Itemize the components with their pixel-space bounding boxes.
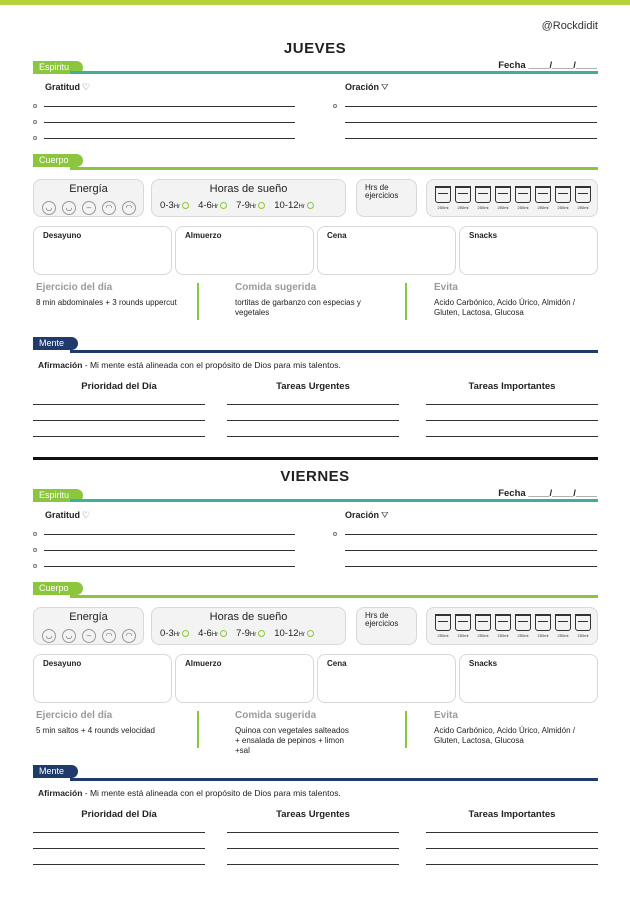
- urgentes-line[interactable]: [227, 436, 399, 437]
- glass-icon: [555, 614, 571, 631]
- sleep-title: Horas de sueño: [209, 611, 288, 623]
- sleep-option-value: 0-3: [160, 628, 174, 639]
- mente-rule: [70, 778, 598, 781]
- gratitud-line-1[interactable]: [44, 534, 295, 535]
- day-title: JUEVES: [283, 40, 347, 57]
- urgentes-line[interactable]: [227, 404, 399, 405]
- gratitud-label: [45, 82, 90, 93]
- cuerpo-tag: Cuerpo: [33, 582, 83, 595]
- radio-circle-icon[interactable]: [307, 202, 314, 209]
- energia-title: Energía: [69, 611, 108, 623]
- day-divider: [33, 457, 598, 460]
- exercise-hours-label: [365, 612, 398, 628]
- frown-face-icon[interactable]: ◠: [102, 201, 116, 215]
- oracion-line-2[interactable]: [345, 550, 597, 551]
- radio-circle-icon[interactable]: [220, 202, 227, 209]
- bullet: [33, 564, 37, 568]
- water-glass[interactable]: [575, 614, 591, 638]
- water-glass[interactable]: [535, 614, 551, 638]
- water-glass[interactable]: [535, 186, 551, 210]
- frown-face-icon[interactable]: ◠: [122, 201, 136, 215]
- bullet: [333, 532, 337, 536]
- radio-circle-icon[interactable]: [307, 630, 314, 637]
- ejercicio-title: Ejercicio del día: [36, 282, 113, 293]
- water-box: [426, 179, 598, 217]
- glass-label: 250ml: [537, 633, 549, 638]
- sleep-title: Horas de sueño: [209, 183, 288, 195]
- meal-title: Cena: [327, 659, 347, 668]
- water-glasses: [435, 614, 591, 638]
- gratitud-label: [45, 510, 90, 521]
- glass-icon: [515, 186, 531, 203]
- glass-icon: [435, 186, 451, 203]
- gratitud-line-2[interactable]: [44, 122, 295, 123]
- water-glass[interactable]: [515, 186, 531, 210]
- meal-box-snacks[interactable]: [459, 226, 598, 275]
- radio-circle-icon[interactable]: [258, 630, 265, 637]
- oracion-label-text: Oración: [345, 82, 380, 92]
- neutral-face-icon[interactable]: –: [82, 201, 96, 215]
- exercise-hours-line1: Hrs de: [365, 183, 389, 192]
- sleep-option[interactable]: [160, 628, 189, 639]
- sleep-option-unit: Hr: [249, 204, 257, 210]
- gratitud-line-3[interactable]: [44, 138, 295, 139]
- glass-label: 250ml: [437, 633, 449, 638]
- exercise-hours-label: [365, 184, 398, 200]
- day-planner-0: [0, 40, 630, 460]
- sleep-option-unit: Hr: [173, 204, 181, 210]
- urgentes-heading: Tareas Urgentes: [276, 381, 350, 392]
- sleep-option[interactable]: [198, 200, 227, 211]
- energy-faces: [42, 629, 136, 643]
- afirmacion-text: - Mi mente está alineada con el propósito de Dios para mis talentos.: [82, 360, 341, 370]
- ejercicio-text: 5 min saltos + 4 rounds velocidad: [36, 726, 155, 735]
- sleep-option[interactable]: [236, 628, 265, 639]
- urgentes-line[interactable]: [227, 832, 399, 833]
- comida-text: Quinoa con vegetales salteados + ensalada de pepinos + limon +sal: [235, 726, 349, 755]
- comida-title: Comida sugerida: [235, 282, 317, 293]
- sleep-option-value: 10-12: [274, 628, 299, 639]
- importantes-heading: Tareas Importantes: [468, 809, 556, 820]
- energy-faces: [42, 201, 136, 215]
- mente-tag: Mente: [33, 765, 78, 778]
- evita-text: Acido Carbónico, Acido Úrico, Almidón / Gluten, Lactosa, Glucosa: [434, 298, 575, 317]
- meal-title: Cena: [327, 231, 347, 240]
- gratitud-label-text: Gratitud: [45, 82, 80, 92]
- oracion-line-3[interactable]: [345, 566, 597, 567]
- meal-box-desayuno[interactable]: [33, 226, 172, 275]
- meal-title: Desayuno: [43, 231, 82, 240]
- prioridad-line[interactable]: [33, 420, 205, 421]
- gratitud-line-1[interactable]: [44, 106, 295, 107]
- glass-label: 250ml: [577, 205, 589, 210]
- meal-title: Almuerzo: [185, 659, 222, 668]
- sleep-option-unit: Hr: [211, 632, 219, 638]
- glass-label: 250ml: [437, 205, 449, 210]
- afirmacion-label: Afirmación: [38, 788, 83, 798]
- smiley-face-icon[interactable]: ◡: [42, 629, 56, 643]
- oracion-label: [345, 82, 389, 93]
- energia-box: [33, 179, 144, 217]
- water-glasses: [435, 186, 591, 210]
- water-glass[interactable]: [495, 614, 511, 638]
- urgentes-line[interactable]: [227, 848, 399, 849]
- glass-icon: [455, 186, 471, 203]
- meal-box-snacks[interactable]: [459, 654, 598, 703]
- prioridad-line[interactable]: [33, 404, 205, 405]
- urgentes-line[interactable]: [227, 864, 399, 865]
- ejercicio-text: 8 min abdominales + 3 rounds uppercut: [36, 298, 177, 307]
- sleep-box: [151, 607, 346, 645]
- hands-heart-icon: ♡: [82, 510, 91, 520]
- oracion-label: [345, 510, 389, 521]
- importantes-line[interactable]: [426, 420, 598, 421]
- sleep-option[interactable]: [198, 628, 227, 639]
- afirmacion-label: Afirmación: [38, 360, 83, 370]
- glass-icon: [535, 614, 551, 631]
- evita-title: Evita: [434, 710, 458, 721]
- glass-label: 250ml: [537, 205, 549, 210]
- gratitud-line-2[interactable]: [44, 550, 295, 551]
- evita-text: Acido Carbónico, Acido Úrico, Almidón / Gluten, Lactosa, Glucosa: [434, 726, 575, 745]
- espiritu-rule: [70, 71, 598, 74]
- mente-rule: [70, 350, 598, 353]
- column-divider: [197, 283, 199, 320]
- water-box: [426, 607, 598, 645]
- exercise-hours-box[interactable]: [356, 179, 417, 217]
- importantes-line[interactable]: [426, 864, 598, 865]
- sleep-option[interactable]: [236, 200, 265, 211]
- glass-icon: [455, 614, 471, 631]
- column-divider: [405, 283, 407, 320]
- energia-title: Energía: [69, 183, 108, 195]
- frown-face-icon[interactable]: ◠: [102, 629, 116, 643]
- glass-icon: [555, 186, 571, 203]
- glass-label: 250ml: [577, 633, 589, 638]
- prioridad-line[interactable]: [33, 864, 205, 865]
- espiritu-rule: [70, 499, 598, 502]
- meal-title: Desayuno: [43, 659, 82, 668]
- glass-label: 250ml: [457, 633, 469, 638]
- glass-label: 250ml: [477, 633, 489, 638]
- sleep-options: [160, 628, 314, 639]
- mente-tag: Mente: [33, 337, 78, 350]
- glass-label: 250ml: [517, 633, 529, 638]
- oracion-label-text: Oración: [345, 510, 380, 520]
- cuerpo-rule: [70, 167, 598, 170]
- neutral-face-icon[interactable]: –: [82, 629, 96, 643]
- column-divider: [405, 711, 407, 748]
- glass-icon: [495, 614, 511, 631]
- sleep-option-unit: Hr: [211, 204, 219, 210]
- fecha-field[interactable]: Fecha ____/____/____: [498, 60, 597, 71]
- evita-title: Evita: [434, 282, 458, 293]
- fecha-field[interactable]: Fecha ____/____/____: [498, 488, 597, 499]
- water-glass[interactable]: [475, 614, 491, 638]
- glass-icon: [515, 614, 531, 631]
- meal-title: Snacks: [469, 659, 498, 668]
- ejercicio-title: Ejercicio del día: [36, 710, 113, 721]
- bullet: [33, 120, 37, 124]
- importantes-line[interactable]: [426, 436, 598, 437]
- meal-box-cena[interactable]: [317, 654, 456, 703]
- meal-box-desayuno[interactable]: [33, 654, 172, 703]
- water-glass[interactable]: [475, 186, 491, 210]
- glass-label: 250ml: [497, 633, 509, 638]
- comida-text: tortitas de garbanzo con especias y vegetales: [235, 298, 361, 317]
- top-accent-bar: [0, 0, 630, 5]
- bullet: [333, 104, 337, 108]
- author-handle: @Rockdidit: [541, 20, 598, 32]
- sleep-option[interactable]: [274, 628, 314, 639]
- glass-icon: [575, 186, 591, 203]
- oracion-line-3[interactable]: [345, 138, 597, 139]
- sleep-option-value: 0-3: [160, 200, 174, 211]
- sleep-option-value: 7-9: [236, 628, 250, 639]
- glass-icon: [535, 186, 551, 203]
- glass-icon: [475, 186, 491, 203]
- frown-face-icon[interactable]: ◠: [122, 629, 136, 643]
- meal-box-cena[interactable]: [317, 226, 456, 275]
- glass-icon: [475, 614, 491, 631]
- water-glass[interactable]: [555, 186, 571, 210]
- exercise-hours-line2: ejercicios: [365, 619, 399, 628]
- oracion-line-2[interactable]: [345, 122, 597, 123]
- sleep-option-unit: Hr: [173, 632, 181, 638]
- urgentes-heading: Tareas Urgentes: [276, 809, 350, 820]
- radio-circle-icon[interactable]: [182, 202, 189, 209]
- glass-label: 250ml: [477, 205, 489, 210]
- importantes-line[interactable]: [426, 832, 598, 833]
- sleep-box: [151, 179, 346, 217]
- water-glass[interactable]: [555, 614, 571, 638]
- water-glass[interactable]: [455, 186, 471, 210]
- prioridad-heading: Prioridad del Día: [81, 381, 157, 392]
- bullet: [33, 136, 37, 140]
- radio-circle-icon[interactable]: [182, 630, 189, 637]
- sleep-option-value: 10-12: [274, 200, 299, 211]
- sleep-option[interactable]: [160, 200, 189, 211]
- glass-icon: [575, 614, 591, 631]
- hands-heart-icon: ♡: [82, 82, 91, 92]
- oracion-line-1[interactable]: [345, 534, 597, 535]
- radio-circle-icon[interactable]: [220, 630, 227, 637]
- meal-title: Snacks: [469, 231, 498, 240]
- sleep-option-unit: Hr: [249, 632, 257, 638]
- water-glass[interactable]: [495, 186, 511, 210]
- praying-hands-icon: ⛛: [381, 82, 389, 92]
- urgentes-line[interactable]: [227, 420, 399, 421]
- meal-title: Almuerzo: [185, 231, 222, 240]
- bullet: [33, 548, 37, 552]
- sleep-option-unit: Hr: [298, 204, 305, 210]
- day-planner-1: [0, 468, 630, 888]
- prioridad-line[interactable]: [33, 848, 205, 849]
- importantes-line[interactable]: [426, 404, 598, 405]
- glass-label: 250ml: [457, 205, 469, 210]
- exercise-hours-box[interactable]: [356, 607, 417, 645]
- afirmacion: [38, 788, 388, 799]
- sleep-options: [160, 200, 314, 211]
- importantes-heading: Tareas Importantes: [468, 381, 556, 392]
- glass-label: 250ml: [517, 205, 529, 210]
- radio-circle-icon[interactable]: [258, 202, 265, 209]
- water-glass[interactable]: [455, 614, 471, 638]
- column-divider: [197, 711, 199, 748]
- gratitud-line-3[interactable]: [44, 566, 295, 567]
- glass-label: 250ml: [497, 205, 509, 210]
- cuerpo-tag: Cuerpo: [33, 154, 83, 167]
- importantes-line[interactable]: [426, 848, 598, 849]
- cuerpo-rule: [70, 595, 598, 598]
- water-glass[interactable]: [575, 186, 591, 210]
- glass-label: 250ml: [557, 633, 569, 638]
- sleep-option-value: 4-6: [198, 200, 212, 211]
- bullet: [33, 532, 37, 536]
- smiley-face-icon[interactable]: ◡: [62, 629, 76, 643]
- water-glass[interactable]: [435, 186, 451, 210]
- bullet: [33, 104, 37, 108]
- glass-icon: [495, 186, 511, 203]
- prioridad-line[interactable]: [33, 436, 205, 437]
- smiley-face-icon[interactable]: ◡: [62, 201, 76, 215]
- sleep-option-value: 4-6: [198, 628, 212, 639]
- prioridad-heading: Prioridad del Día: [81, 809, 157, 820]
- oracion-line-1[interactable]: [345, 106, 597, 107]
- day-title: VIERNES: [280, 468, 350, 485]
- water-glass[interactable]: [515, 614, 531, 638]
- exercise-hours-line2: ejercicios: [365, 191, 399, 200]
- meal-box-almuerzo[interactable]: [175, 226, 314, 275]
- comida-title: Comida sugerida: [235, 710, 317, 721]
- sleep-option-value: 7-9: [236, 200, 250, 211]
- afirmacion-text: - Mi mente está alineada con el propósito de Dios para mis talentos.: [82, 788, 341, 798]
- meal-box-almuerzo[interactable]: [175, 654, 314, 703]
- espiritu-tag: Espiritu: [33, 61, 83, 74]
- water-glass[interactable]: [435, 614, 451, 638]
- glass-label: 250ml: [557, 205, 569, 210]
- prioridad-line[interactable]: [33, 832, 205, 833]
- sleep-option-unit: Hr: [298, 632, 305, 638]
- energia-box: [33, 607, 144, 645]
- gratitud-label-text: Gratitud: [45, 510, 80, 520]
- espiritu-tag: Espiritu: [33, 489, 83, 502]
- praying-hands-icon: ⛛: [381, 510, 389, 520]
- exercise-hours-line1: Hrs de: [365, 611, 389, 620]
- sleep-option[interactable]: [274, 200, 314, 211]
- smiley-face-icon[interactable]: ◡: [42, 201, 56, 215]
- glass-icon: [435, 614, 451, 631]
- afirmacion: [38, 360, 388, 371]
